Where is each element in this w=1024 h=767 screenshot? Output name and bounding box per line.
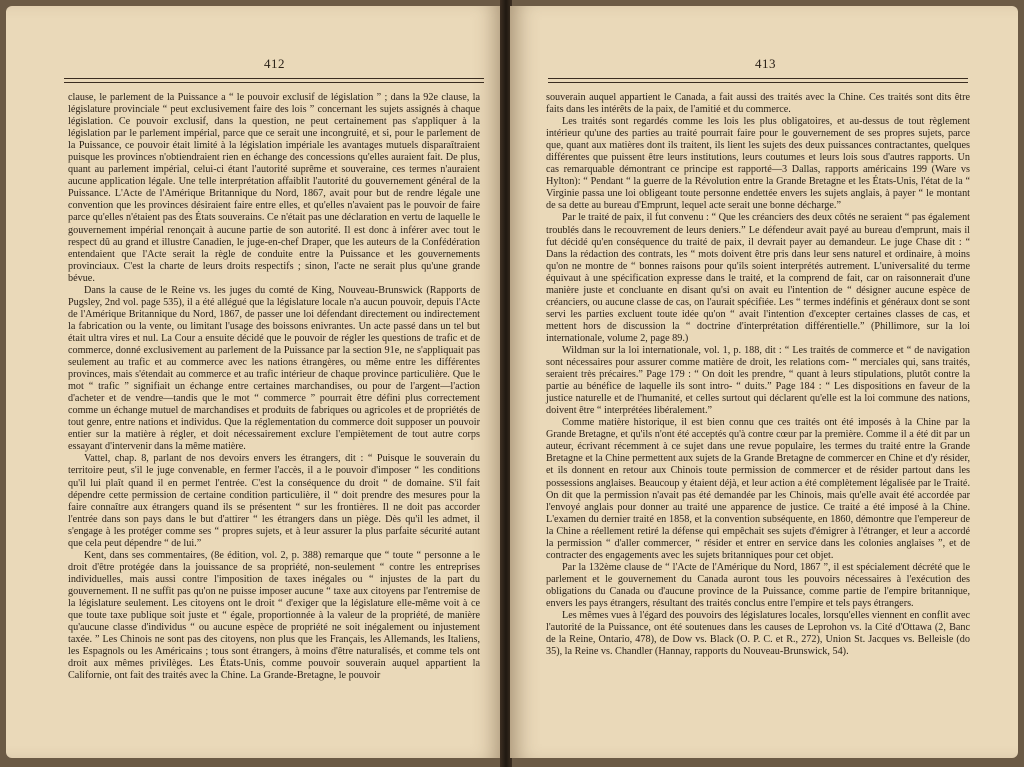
left-page [6, 6, 502, 758]
paragraph: Vattel, chap. 8, parlant de nos devoirs envers les étrangers, dit : “ Puisque le souverain du territoire peut, s'il le juge convenable, en fermer l'accès, il a le pouvoir d'imposer “ les conditions qu'il lui plaît quand il en permet l'entrée. C'est la conséquence du droit “ de domaine. S'il fait dépendre cette permission de certaine condition particulière, il “ doit prendre des mesures pour la faire connaître aux étrangers quand ils se présentent “ sur les frontières. Il ne doit pas accorder l'entrée dans son pays dans le but d'attirer “ les étrangers dans un piège. Dès qu'il les admet, il s'engage à les protéger comme ses “ propres sujets, et à leur assurer la plus parfaite sécurité autant que cela peut dépendre “ de lui.” [68, 453, 480, 549]
paragraph: clause, le parlement de la Puissance a “ le pouvoir exclusif de législation ” ; dans la 92e clause, la législature provinciale “ peut exclusivement faire des lois ” concernant les sujets assignés à chaque législation. Ce pouvoir exclusif, dans la question, ne peut certainement pas s'appliquer à la législation par le parlement impérial, parce que ce serait une incongruité, et si, pour le parlement de la Puissance, ce pouvoir était limité à la législation impériale les avantages mutuels disparaîtraient puisque les provinces n'obtiendraient rien en échange des concessions qu'elles auraient fait. De plus, quant au parlement impérial, celui-ci étant l'autorité suprême et souveraine, ces termes n'auraient aucune application légale. Une telle interprétation affaiblit l'autorité du gouvernement général de la Puissance. L'Acte de l'Amérique Britannique du Nord, 1867, avait pour but de rendre légale une convention que les provinces désiraient faire entre elles, et qu'elles n'avaient pas le pouvoir de faire parce qu'elles n'étaient pas des États souverains. Ce n'était pas une déclaration en vertu de laquelle le gouvernement impérial renonçait à aucune partie de son autorité. Il est donc à inférer avec tout le respect dû au grand et illustre Canadien, le juge-en-chef Draper, que les auteurs de la Confédération entendaient que l'Acte serait la règle de conduite entre la Puissance et les gouvernements provinciaux. C'est la charte de leurs droits respectifs ; sinon, l'acte ne serait plus qu'une grande bévue. [68, 92, 480, 284]
paragraph: Par le traité de paix, il fut convenu : “ Que les créanciers des deux côtés ne seraient “ pas également troublés dans le recouvrement de leurs deniers.” Le défendeur avait payé au bureau d'emprunt, mais il fut décidé qu'en conséquence du traité de paix, il devrait payer au demandeur. Le juge Chase dit : “ Dans la rédaction des contrats, les “ mots doivent être pris dans leur sens naturel et ordinaire, à moins qu'on ne montre de “ bonnes raisons pour qu'ils soient interprétés autrement. L'universalité du terme équivaut à une spécification expresse dans le traité, et la comprend de fait, car on raisonnerait d'une manière juste et concluante en disant qu'si on avait eu l'intention de “ désigner aucune espèce de créanciers, ou aucune classe de cas, on l'aurait spécifiée. Les “ termes indéfinis et généraux dont se sont servi les parties excluent toute idée qu'on “ avait l'intention d'excepter certaines classes de cas, et mettent hors de discussion la “ doctrine d'interprétation différentielle.” (Phillimore, sur la loi internationale, volume 2, page 89.) [546, 212, 970, 344]
paragraph: Kent, dans ses commentaires, (8e édition, vol. 2, p. 388) remarque que “ toute “ personne a le droit d'être protégée dans la jouissance de sa propriété, non-seulement “ contre les entreprises individuelles, mais aussi contre l'imposition de taxes inégales ou “ injustes de la part du gouvernement. Il ne suffit pas qu'on ne puisse imposer aucune “ taxe aux citoyens par l'entremise de la législature seulement. Les citoyens ont le droit “ d'exiger que la législature elle-même voit à ce que toute taxe publique soit juste et “ égale, proportionnée à la valeur de la propriété, de manière qu'aucune classe d'individus “ ou aucune espèce de propriété ne soit inégalement ou injustement taxée. ” Les Chinois ne sont pas des citoyens, non plus que les Français, les Allemands, les Italiens, les Espagnols ou les Américains ; tous sont étrangers, à moins d'être naturalisés, et comme tels ont droit aux mêmes privilèges. Les États-Unis, comme pouvoir souverain auquel appartient la Californie, ont fait des traités avec la Chine. La Grande-Bretagne, le pouvoir [68, 549, 480, 682]
page-number: 412 [264, 56, 285, 71]
header-rule [548, 78, 968, 83]
paragraph: Les traités sont regardés comme les lois les plus obligatoires, et au-dessus de tout règlement intérieur qu'une des parties au traité pourrait faire pour le gouvernement de ses propres sujets, parce que, quant aux matières dont ils traitent, ils lient les sujets des deux puissances contractantes, quelques différentes que puissent être leurs institutions, leurs coutumes et leurs lois sous d'autres rapports. Un cas remarquable démontrant ce principe est rapporté—3 Dallas, rapports américains 199 (Ware vs Hylton): “ Pendant “ la guerre de la Révolution entre la Grande Bretagne et les États-Unis, l'état de la “ Virginie passa une loi obligeant toute personne endettée envers les sujets anglais, à payer “ le montant de sa dette au bureau d'Emprunt, lequel acte serait une bonne décharge.” [546, 116, 970, 212]
page-body [68, 92, 480, 682]
page-number: 413 [755, 56, 776, 71]
paragraph: Comme matière historique, il est bien connu que ces traités ont été imposés à la Chine par la Grande Bretagne, et qu'ils n'ont été acceptés qu'à contre cœur par la première. Comme il a été dit par un auteur, écrivant récemment à ce sujet dans une revue populaire, les termes du traité entre la Grande Bretagne et la Chine permettent aux sujets de la Grande Bretagne de commercer en Chine et d'y résider, et ils donnent en retour aux Chinois toute permission de commercer et de résider partout dans les possessions anglaises. Beaucoup y étaient déjà, et leur action a été complètement légalisée par le Traité. On dit que la permission n'avait pas été demandée par les Chinois, mais qu'elle avait été accordée par l'envoyé anglais pour donner au traité une apparence de justice. Ce traité a été imposé à la Chine. L'examen du dernier traité en 1858, et la convention subséquente, en 1860, démontre que l'empereur de la Chine a réellement retiré la défense qui empêchait ses sujets d'émigrer à l'étranger, et leur a accordé la permission “ d'aller commercer, “ résider et entrer en service dans les colonies anglaises ”, et de contracter des engagements avec les sujets britanniques pour cet objet. [546, 417, 970, 561]
paragraph: Par la 132ème clause de “ l'Acte de l'Amérique du Nord, 1867 ”, il est spécialement décrété que le parlement et le gouvernement du Canada auront tous les pouvoirs nécessaires à l'exécution des obligations du Canada ou d'aucune province de la Puissance, comme partie de l'empire britannique, envers les pays étrangers, résultant des traités conclus entre l'empire et tels pays étrangers. [546, 561, 970, 609]
page-body [546, 92, 970, 658]
paragraph: Wildman sur la loi internationale, vol. 1, p. 188, dit : “ Les traités de commerce et “ de navigation sont nécessaires pour assurer comme matière de droit, les relations com- “ merciales qui, sans traités, seraient très précaires.” Page 179 : “ On doit les prendre, “ quant à leurs stipulations, plutôt contre la partie au bénéfice de laquelle ils sont intro- “ duits.” Page 184 : “ Les dispositions en faveur de la justice naturelle et de l'humanité, et celles surtout qui déclarent qu'elle est la loi commune des nations, doivent être “ interprétées libéralement.” [546, 344, 970, 417]
right-page [510, 6, 1018, 758]
paragraph: Dans la cause de le Reine vs. les juges du comté de King, Nouveau-Brunswick (Rapports de Pugsley, 2nd vol. page 535), il a été allégué que la législature locale n'a aucun pouvoir, depuis l'Acte de l'Amérique Britannique du Nord, 1867, de passer une loi défendant directement ou indirectement la fabrication ou la vente, ou limitant l'usage des boissons enivrantes. Un acte passé dans un tel but était ultra vires et nul. La Cour a ensuite décidé que le pouvoir de régler les questions de trafic et de commerce, donné exclusivement au parlement de la Puissance par la section 91e, ne s'appliquait pas seulement au trafic et au commerce avec les nations étrangères, ou même entre les différentes provinces, mais s'étendait au commerce et au trafic intérieur de chaque province particulière. Que le mot “ trafic ” signifiait un échange entre certaines marchandises, ou pour de l'argent—l'action d'acheter et de vendre—tandis que le mot “ commerce ” pourrait être défini plus correctement comme un échange mutuel de marchandises et produits de fabriques ou agricoles et de propriétés de tout genre, entre nations et individus. Que la réglementation du commerce doit supposer un pouvoir entier sur la matière à régler, et doit nécessairement exclure l'empiètement de tout autre corps essayant d'intervenir dans la même matière. [68, 284, 480, 453]
paragraph: souverain auquel appartient le Canada, a fait aussi des traités avec la Chine. Ces traités sont dits être faits dans les intérêts de la paix, de l'amitié et du commerce. [546, 92, 970, 116]
paragraph: Les mêmes vues à l'égard des pouvoirs des législatures locales, lorsqu'elles viennent en conflit avec l'autorité de la Puissance, ont été soutenues dans les causes de Leprohon vs. la Cité d'Ottawa (2, Banc de la Reine, Ontario, 478), de Dow vs. Black (O. P. C. et R., 272), Union St. Jacques vs. Belleisle (do 35), la Reine vs. Chandler (Hannay, rapports du Nouveau-Brunswick, 54). [546, 610, 970, 658]
header-rule [64, 78, 484, 83]
